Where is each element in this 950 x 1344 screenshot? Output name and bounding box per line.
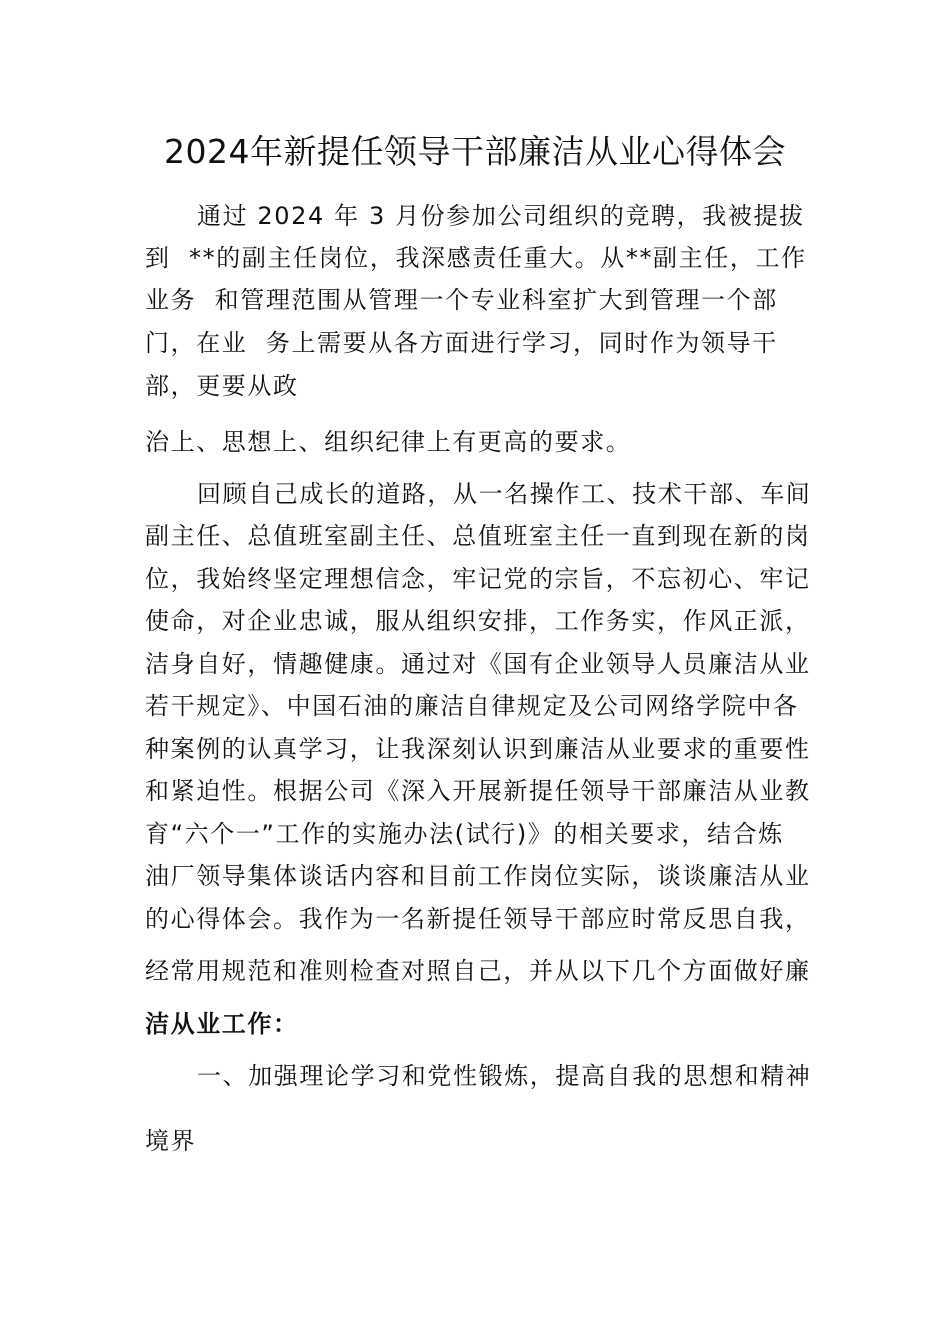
paragraph-line: 到 **的副主任岗位，我深感责任重大。从**副主任，工作 [145,244,807,272]
paragraph-line: 育“六个一”工作的实施办法(试行)》的相关要求，结合炼 [145,820,784,848]
paragraph-line: 副主任、总值班室副主任、总值班室主任一直到现在新的岗 [145,522,811,550]
document-title: 2024年新提任领导干部廉洁从业心得体会 [164,132,786,171]
paragraph-line: 通过 2024 年 3 月份参加公司组织的竞聘，我被提拔 [197,202,805,230]
paragraph-line: 若干规定》、中国石油的廉洁自律规定及公司网络学院中各 [145,692,799,720]
paragraph-line: 位，我始终坚定理想信念，牢记党的宗旨，不忘初心、牢记 [145,565,811,593]
paragraph-line: 和紧迫性。根据公司《深入开展新提任领导干部廉洁从业教 [145,777,811,805]
paragraph-line: 经常用规范和准则检查对照自己，并从以下几个方面做好廉 [145,957,811,985]
paragraph-line: 业务 和管理范围从管理一个专业科室扩大到管理一个部 [145,286,778,314]
paragraph-line: 油厂领导集体谈话内容和目前工作岗位实际，谈谈廉洁从业 [145,862,811,890]
paragraph-line: 回顾自己成长的道路，从一名操作工、技术干部、车间 [197,480,812,508]
paragraph-line: 种案例的认真学习，让我深刻认识到廉洁从业要求的重要性 [145,735,811,763]
paragraph-line: 使命，对企业忠诚，服从组织安排，工作务实，作风正派， [145,607,811,635]
section-heading-line: 一、加强理论学习和党性锻炼，提高自我的思想和精神 [197,1062,812,1090]
paragraph-line: 的心得体会。我作为一名新提任领导干部应时常反思自我， [145,905,811,933]
paragraph-line: 治上、思想上、组织纪律上有更高的要求。 [145,428,632,456]
paragraph-line: 部，更要从政 [145,372,299,400]
paragraph-line: 洁从业工作： [145,1010,299,1038]
paragraph-line: 洁身自好，情趣健康。通过对《国有企业领导人员廉洁从业 [145,650,811,678]
section-heading-line: 境界 [145,1127,197,1155]
paragraph-line: 门，在业 务上需要从各方面进行学习，同时作为领导干 [145,329,778,357]
